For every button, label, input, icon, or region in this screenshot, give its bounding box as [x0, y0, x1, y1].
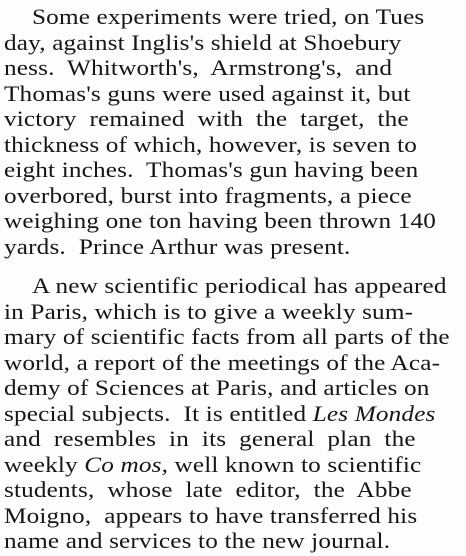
text-line: and resembles in its general plan the — [4, 426, 416, 451]
text-run: weekly — [4, 451, 85, 477]
text-line: yards. Prince Arthur was present. — [4, 233, 351, 259]
text-run: special subjects. It is entitled — [4, 400, 313, 426]
journal-title-les-mondes: Les Mondes — [312, 400, 436, 426]
text-line: overbored, burst into fragments, a piece — [4, 182, 412, 208]
text-line: world, a report of the meetings of the Aca- — [4, 349, 441, 375]
text-line: A new scientific periodical has appeared — [32, 273, 447, 298]
text-line: victory remained with the target, the — [4, 106, 409, 131]
text-line — [4, 401, 436, 427]
text-line: name and services to the new journal. — [4, 528, 391, 553]
journal-title-cosmos: Co mos, — [84, 451, 169, 477]
text-line: Some experiments were tried, on Tues — [32, 4, 425, 29]
text-line: mary of scientific facts from all parts of the — [4, 324, 450, 349]
text-line: students, whose late editor, the Abbe — [4, 477, 412, 502]
text-line: thickness of which, however, is seven to — [4, 131, 418, 157]
text-line — [4, 452, 421, 478]
text-line: in Paris, which is to give a weekly sum- — [4, 298, 414, 324]
text-line: ness. Whitworth's, Armstrong's, and — [4, 55, 393, 80]
text-line: Thomas's guns were used against it, but — [4, 80, 411, 106]
text-run: well known to scientific — [168, 451, 422, 477]
text-line: weighing one ton having been thrown 140 — [4, 208, 437, 233]
text-line: demy of Sciences at Paris, and articles on — [4, 375, 430, 400]
text-line: Moigno, appears to have transferred his — [4, 502, 418, 528]
text-line: day, against Inglis's shield at Shoebury — [4, 29, 402, 55]
text-line: eight inches. Thomas's gun having been — [4, 157, 419, 182]
